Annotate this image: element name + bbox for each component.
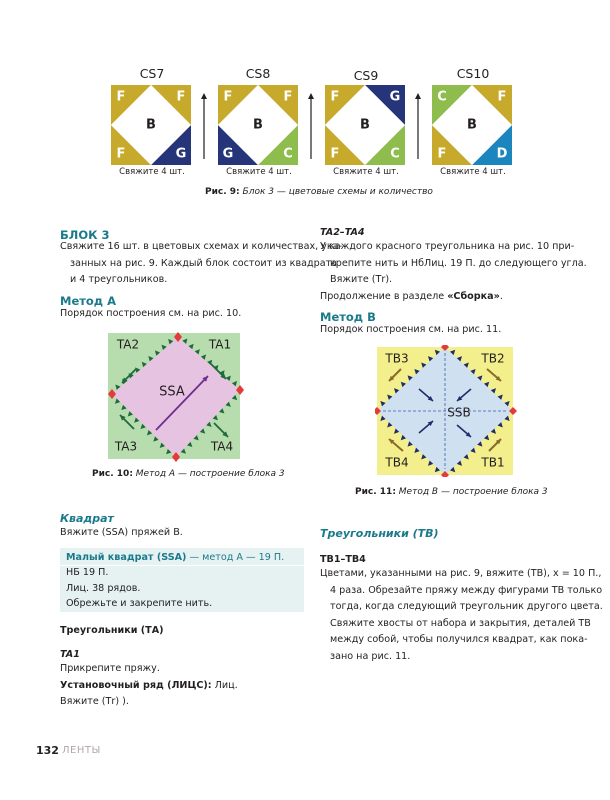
ssb-label: SSB (447, 405, 471, 420)
center-label: B (467, 117, 477, 133)
block-heading: БЛОК 3 (60, 228, 110, 242)
ta3-label: TA3 (114, 439, 138, 454)
tb1-label: TB1 (481, 455, 505, 470)
scheme-name-cs8: CS8 (245, 66, 271, 81)
color-scheme-diagrams (0, 0, 610, 180)
block-intro: Свяжите 16 шт. в цветовых схемах и количествах, ука- занных на рис. 9. Каждый блок состоит из квадрата и 4 треугольников. (60, 241, 343, 285)
ta1-heading: TA1 (60, 649, 80, 660)
scheme-block-cs10 (432, 85, 512, 165)
corner-label-bl: F (437, 146, 447, 162)
corner-label-tl: F (330, 89, 340, 105)
corner-label-bl: G (222, 146, 234, 162)
corner-label-tr: F (283, 89, 293, 105)
ssa-box-line: Лиц. 38 рядов. (66, 583, 141, 594)
figure-10-caption: Рис. 10: Метод А — построение блока 3 (92, 469, 285, 479)
corner-label-br: G (175, 146, 187, 162)
corner-label-br: D (496, 146, 508, 162)
corner-label-br: C (283, 146, 293, 162)
center-label: B (146, 117, 156, 133)
tb4-label: TB4 (385, 455, 409, 470)
tb2-label: TB2 (481, 351, 505, 366)
center-label: B (360, 117, 370, 133)
arrow-head (415, 93, 421, 99)
triangles-heading: Треугольники (ТА) (60, 625, 164, 636)
corner-label-br: C (390, 146, 400, 162)
ta1-label: TA1 (208, 337, 232, 352)
corner-label-tr: F (176, 89, 186, 105)
tb1-tb4-heading: TB1–TB4 (320, 554, 366, 565)
scheme-name-cs7: CS7 (139, 66, 165, 81)
method-a-heading: Метод А (60, 294, 117, 308)
scheme-note: Свяжите 4 шт. (440, 167, 506, 177)
scheme-name-cs9: CS9 (353, 68, 379, 83)
scheme-block-cs8 (218, 85, 298, 165)
corner-label-tr: F (497, 89, 507, 105)
ta4-label: TA4 (210, 439, 234, 454)
ssa-box-title: Малый квадрат (SSA) — метод А — 19 П. (66, 552, 285, 563)
corner-label-tl: C (437, 89, 447, 105)
scheme-block-cs9 (325, 85, 405, 165)
corner-label-tl: F (116, 89, 126, 105)
arrow-head (201, 93, 207, 99)
corner-label-tl: F (223, 89, 233, 105)
figure-11-caption: Рис. 11: Метод В — построение блока 3 (355, 487, 548, 497)
corner-label-bl: F (330, 146, 340, 162)
ta1-text: Прикрепите пряжу. Установочный ряд (ЛИЦС): Лиц. Вяжите (Тr) ). (60, 663, 238, 707)
figure-9-caption: Рис. 9: Блок 3 — цветовые схемы и количество (205, 187, 433, 197)
corner-label-tr: G (389, 89, 401, 105)
method-a-text: Порядок построения см. на рис. 10. (60, 308, 242, 319)
corner-label-bl: F (116, 146, 126, 162)
square-heading: Квадрат (60, 512, 114, 525)
square-text: Вяжите (SSA) пряжей B. (60, 527, 183, 538)
triangles-tb-heading: Треугольники (ТВ) (320, 527, 439, 540)
ssa-label: SSA (159, 384, 185, 400)
scheme-name-cs10: CS10 (456, 66, 490, 81)
arrow-head (308, 93, 314, 99)
page-number: 132 (36, 744, 59, 757)
figure-10-diagram (100, 330, 250, 462)
tb-text: Цветами, указанными на рис. 9, вяжите (ТВ), х = 10 П., 4 раза. Обрезайте пряжу между фигурами ТВ только тогда, когда следующий треугольник другого цвета. Свяжите хвосты от набора и закрытия, деталей ТВ между собой, чтобы получился квадрат, как пока- зано на рис. 11. (320, 568, 603, 662)
method-b-heading: Метод В (320, 310, 376, 324)
ta2-label: TA2 (116, 337, 140, 352)
center-label: B (253, 117, 263, 133)
ssa-box-line: Обрежьте и закрепите нить. (66, 598, 213, 609)
tb3-label: TB3 (385, 351, 409, 366)
ssa-instruction-box (60, 548, 304, 612)
method-b-text: Порядок построения см. на рис. 11. (320, 324, 502, 335)
section-name: ЛЕНТЫ (62, 745, 101, 756)
scheme-block-cs7 (111, 85, 191, 165)
ta2-ta4-text: У каждого красного треугольника на рис. 10 при- крепите нить и НбЛиц. 19 П. до следующего угла. Вяжите (Тr). Продолжение в разделе «Сборка». (320, 241, 587, 302)
figure-11-diagram (375, 345, 517, 477)
scheme-note: Свяжите 4 шт. (119, 167, 185, 177)
ta2-ta4-heading: TA2–TA4 (320, 227, 365, 238)
scheme-note: Свяжите 4 шт. (226, 167, 292, 177)
ssa-box-line: НБ 19 П. (66, 567, 109, 578)
scheme-note: Свяжите 4 шт. (333, 167, 399, 177)
